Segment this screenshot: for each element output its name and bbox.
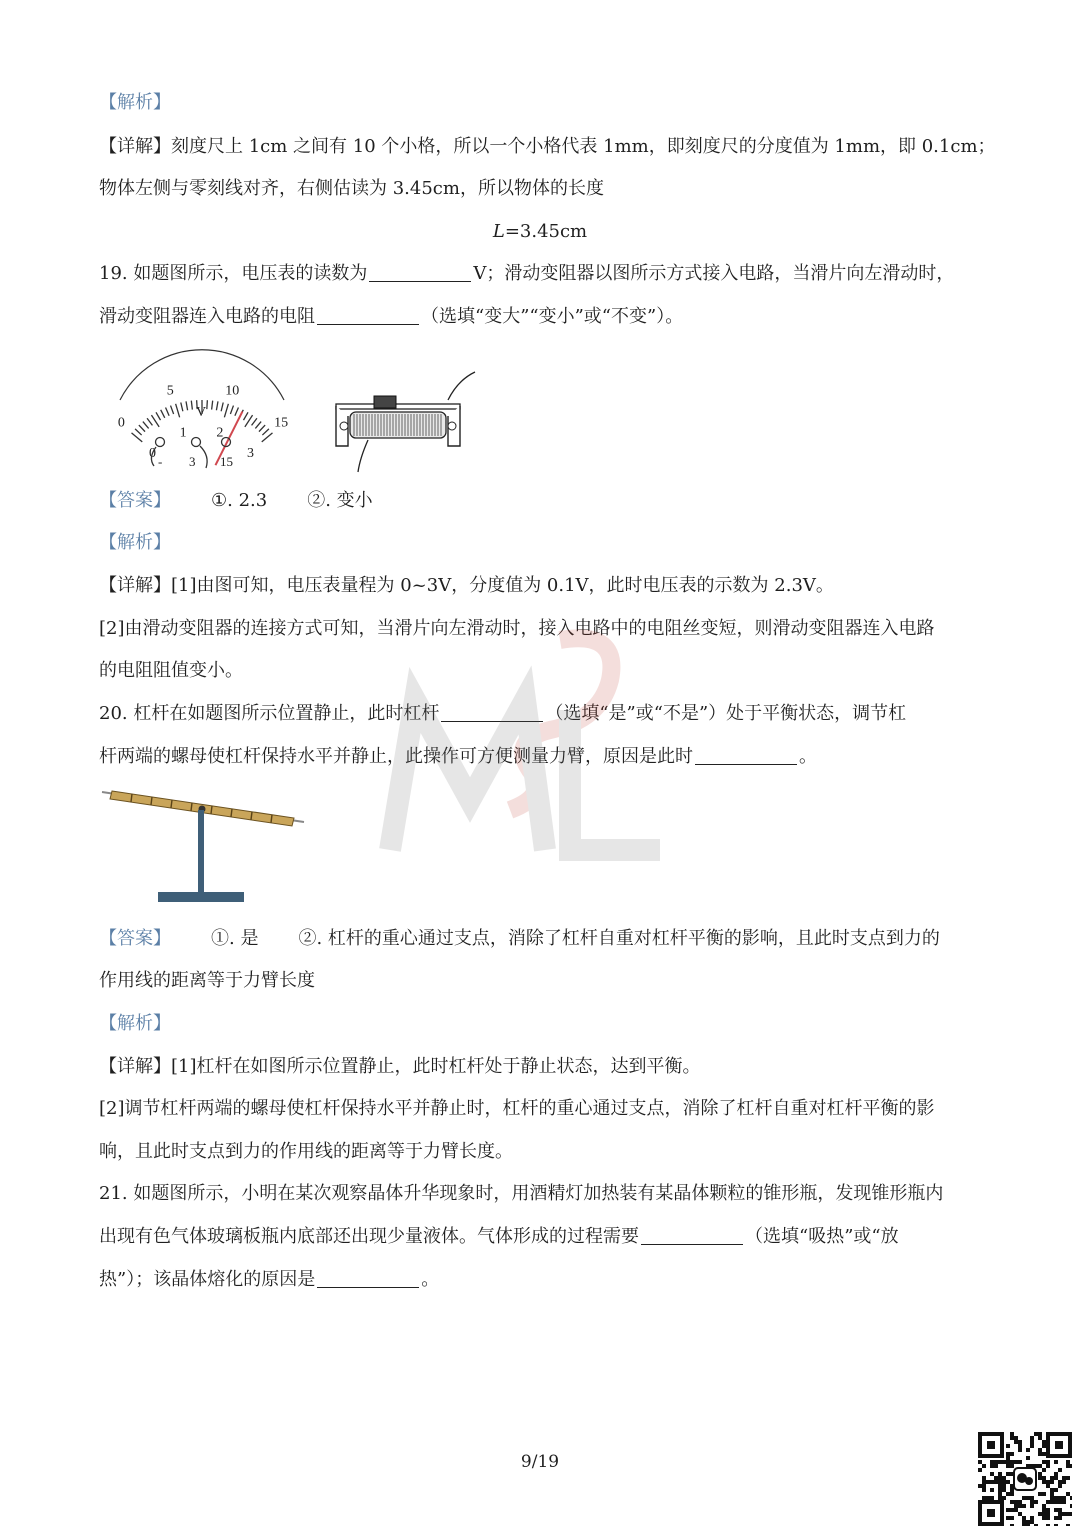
q21-text-c: 热”）；该晶体熔化的原因是 [99,1269,316,1290]
meter-tick [166,408,170,416]
answer-tag: 【答案】 [99,490,171,511]
terminal-3 [192,438,201,447]
q21-text-b: （选填“吸热”或“放 [745,1226,899,1247]
meter-tick [207,400,208,409]
answer-blank [441,703,543,722]
meter-unit: V [196,405,207,420]
detail-tag: 【详解】 [99,575,171,596]
meter-tick [230,406,233,414]
meter-tick [186,401,188,410]
q19-text-c: 滑动变阻器连入电路的电阻 [99,306,315,327]
wire-bottom [358,440,368,472]
formula-value: =3.45cm [504,221,588,242]
answer-tag: 【答案】 [99,928,171,949]
page-number: 9/19 [520,1452,560,1472]
wire-top [448,372,475,400]
analysis-tag: 【解析】 [99,532,171,553]
formula-variable: L [492,221,505,242]
meter-tick [252,418,257,425]
voltmeter-figure [96,340,308,472]
terminal-label: - [158,454,163,469]
q21-stem-line1: 21. 如题图所示，小明在某次观察晶体升华现象时，用酒精灯加热装有某晶体颗粒的锥形瓶，发现锥形瓶内 [99,1183,944,1204]
q20-detail-2b: 响，且此时支点到力的作用线的距离等于力臂长度。 [99,1141,513,1162]
q19-detail-1 [99,573,834,599]
detail-text: [1]由图可知，电压表量程为 0~3V，分度值为 0.1V，此时电压表的示数为 2.3V。 [171,575,834,596]
q18-formula [0,219,1080,245]
q20-stem-line1 [99,701,906,727]
q19-text-b: V；滑动变阻器以图所示方式接入电路，当滑片向左滑动时， [473,263,955,284]
q19-stem-line1 [99,261,954,287]
meter-tick [139,425,145,432]
answer-blank [317,306,419,325]
meter-tick [221,402,223,411]
terminal-negative [156,438,165,447]
scale-label-small: 2 [216,425,224,441]
q21-text-a: 出现有色气体玻璃板瓶内底部还出现少量液体。气体形成的过程需要 [99,1226,639,1247]
q20-detail-1 [99,1054,701,1080]
answer-1: ①. 2.3 [211,490,268,511]
q20-answer-cont: 作用线的距离等于力臂长度 [99,970,315,991]
scale-label-large: 5 [166,383,174,399]
terminal [340,422,348,430]
q20-text-a: 20. 杠杆在如题图所示位置静止，此时杠杆 [99,703,440,724]
meter-tick [224,404,228,417]
meter-tick [181,402,183,411]
scale-label-small: 0 [148,445,156,461]
answer-blank [641,1226,743,1245]
scale-label-small: 3 [247,445,255,461]
meter-tick [216,401,218,410]
q20-stem-line2 [99,744,817,770]
analysis-tag: 【解析】 [99,1013,171,1034]
slider [374,396,396,408]
meter-tick [176,404,180,417]
q20-text-c: 杆两端的螺母使杠杆保持水平并静止，此操作可方便测量力臂，原因是此时 [99,746,693,767]
meter-tick [244,412,249,420]
terminal-label: 3 [189,454,196,469]
q20-text-d: 。 [799,746,817,767]
meter-arc [120,350,284,400]
meter-tick [255,422,261,429]
answer-blank [369,263,471,282]
q18-detail-line2: 物体左侧与零刻线对齐，右侧估读为 3.45cm，所以物体的长度 [99,178,604,199]
scale-label-large: 15 [274,415,289,431]
answer-2: ②. 变小 [307,490,373,511]
meter-tick [212,401,213,410]
q20-detail-2a: [2]调节杠杆两端的螺母使杠杆保持水平并静止时，杠杆的重心通过支点，消除了杠杆自重对杠杆平衡的影 [99,1098,935,1119]
scale-label-small: 1 [179,425,187,441]
meter-tick [191,401,192,410]
meter-tick [262,429,269,435]
answer-2: ②. 杠杆的重心通过支点，消除了杠杆自重对杠杆平衡的影响，且此时支点到力的 [298,928,940,949]
scale-label-large: 10 [225,383,240,399]
q19-detail-2a: [2]由滑动变阻器的连接方式可知，当滑片向左滑动时，接入电路中的电阻丝变短，则滑动变阻器连入电路 [99,618,935,639]
detail-text: [1]杠杆在如图所示位置静止，此时杠杆处于静止状态，达到平衡。 [171,1056,701,1077]
rheostat-figure [330,366,480,476]
meter-tick [156,412,161,420]
q19-stem-line2 [99,304,683,330]
q19-text-d: （选填“变大”“变小”或“不变”）。 [421,306,684,327]
stand-base [158,892,244,902]
stand-pole [198,810,204,896]
analysis-tag: 【解析】 [99,92,171,113]
meter-tick [259,425,265,432]
q19-text-a: 19. 如题图所示，电压表的读数为 [99,263,368,284]
q19-answer [99,488,373,514]
wire-3 [200,446,207,468]
terminal-label: 15 [220,454,233,469]
scale-label-large: 0 [117,415,125,431]
meter-tick [147,418,152,425]
detail-tag: 【详解】 [99,136,171,157]
detail-text: 刻度尺上 1cm 之间有 10 个小格，所以一个小格代表 1mm，即刻度尺的分度值为 1mm，即 0.1cm； [171,136,996,157]
q21-text-d: 。 [421,1269,440,1290]
answer-1: ①. 是 [211,928,259,949]
answer-blank [317,1269,419,1288]
slider-rod [336,404,460,409]
lever-figure [98,780,310,910]
q20-answer [99,926,940,952]
meter-tick [161,410,165,418]
q18-detail-line1 [99,134,996,160]
q20-text-b: （选填“是”或“不是”）处于平衡状态，调节杠 [545,703,907,724]
meter-tick [143,422,149,429]
qr-code [978,1432,1072,1526]
answer-blank [695,746,797,765]
meter-tick [135,429,142,435]
terminal [448,422,456,430]
detail-tag: 【详解】 [99,1056,171,1077]
q21-stem-line2 [99,1224,899,1250]
meter-tick [171,406,174,414]
q21-stem-line3 [99,1267,439,1293]
q19-detail-2b: 的电阻阻值变小。 [99,660,243,681]
meter-tick [235,408,239,416]
